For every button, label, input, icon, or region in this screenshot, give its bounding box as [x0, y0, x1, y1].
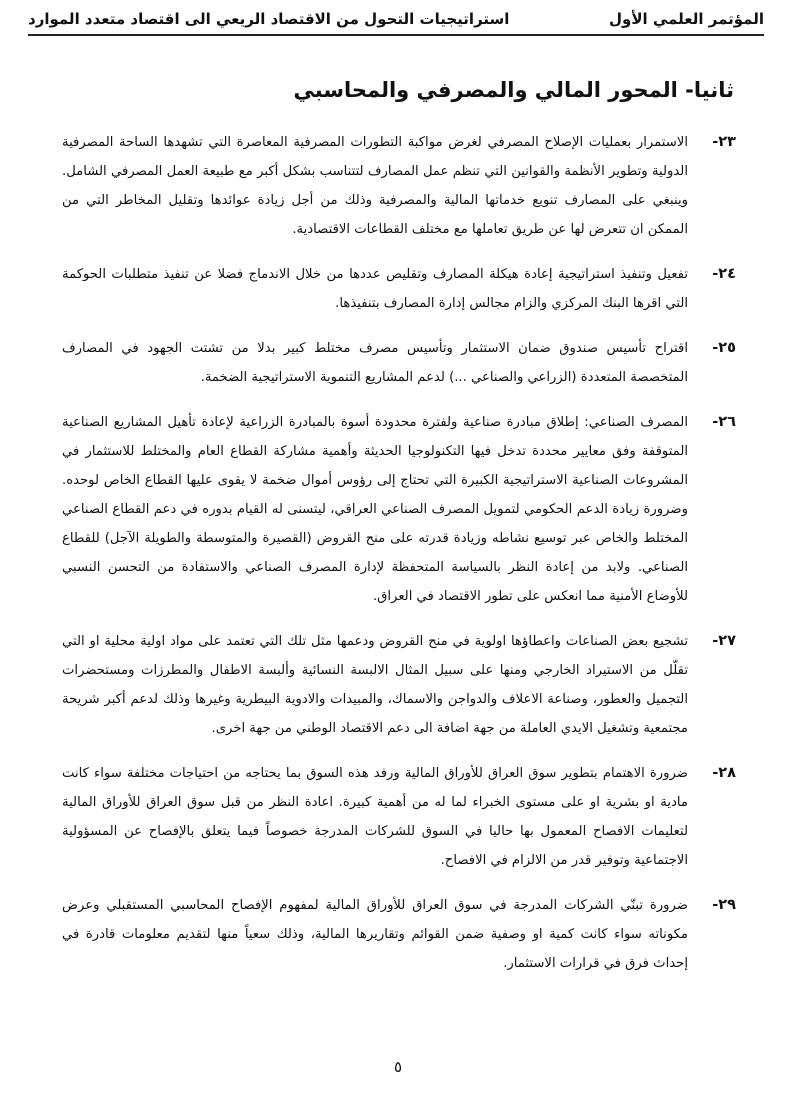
item-number: ٢٨-	[712, 765, 736, 781]
item-number: ٢٣-	[712, 134, 736, 150]
item-text: ضرورة الاهتمام بتطوير سوق العراق للأوراق المالية ورفد هذه السوق بما يحتاجه من احتياجات مختلفة سواء كانت مادية او بشرية او على مستوى الخبراء لما له من أهمية كبيرة. اعادة النظر من قبل سوق العراق للأوراق المالية لتعليمات الافصاح المعمول بها حاليا في السوق للشركات المدرجة خصوصاً فيما يتعلق بالإفصاح عن المسؤولية الاجتماعية وتوفير قدر من الالزام في الافصاح.	[62, 766, 688, 868]
item-text: المصرف الصناعي: إطلاق مبادرة صناعية ولفترة محدودة أسوة بالمبادرة الزراعية لإعادة تأهيل المشاريع الصناعية المتوقفة وفق معايير محددة تدخل فيها التكنولوجيا الحديثة وأهمية مشاركة القطاع العام والمختلط للاستثمار في المشروعات الصناعية الاستراتيجية الكبيرة التي تحتاج إلى رؤوس أموال ضخمة لا يقوى عليها القطاع الخاص لوحده. وضرورة زيادة الدعم الحكومي لتمويل المصرف الصناعي العراقي، ليتسنى له القيام بدوره في دعم القطاع الصناعي المختلط والخاص عبر توسيع نشاطه وزيادة قدرته على منح القروض (القصيرة والمتوسطة والطويلة الآجل) للقطاع الصناعي. ولابد من إعادة النظر بالسياسة المتحفظة لإدارة المصرف الصناعي والاستفادة من التحسن النسبي للأوضاع الأمنية مما انعكس على تطور الاقتصاد في العراق.	[62, 415, 688, 604]
item-text: الاستمرار بعمليات الإصلاح المصرفي لغرض مواكبة التطورات المصرفية المعاصرة التي تشهدها الساحة المصرفية الدولية وتطوير الأنظمة والقوانين التي تنظم عمل المصارف لتتناسب بشكل أكبر مع طبيعة العمل المصرفي الشامل. وينبغي على المصارف تنويع خدماتها المالية والمصرفية وذلك من أجل زيادة عوائدها وتقليل المخاطر التي من الممكن ان تتعرض لها عن طريق تعاملها مع مختلف القطاعات الاقتصادية.	[62, 135, 688, 237]
list-item	[62, 334, 736, 392]
list-item	[62, 408, 736, 611]
item-number: ٢٤-	[712, 266, 736, 282]
list-item	[62, 627, 736, 743]
item-number: ٢٦-	[712, 414, 736, 430]
recommendations-list	[62, 128, 736, 994]
publication-title: استراتيجيات التحول من الاقتصاد الريعي الى اقتصاد متعدد الموارد	[28, 10, 510, 28]
item-text: تفعيل وتنفيذ استراتيجية إعادة هيكلة المصارف وتقليص عددها من خلال الاندماج فضلا عن تنفيذ متطلبات الحوكمة التي اقرها البنك المركزي والزام مجالس إدارة المصارف بتنفيذها.	[62, 267, 688, 311]
list-item	[62, 891, 736, 978]
conference-title: المؤتمر العلمي الأول	[609, 10, 764, 28]
running-header	[28, 6, 764, 32]
item-text: تشجيع بعض الصناعات واعطاؤها اولوية في منح القروض ودعمها مثل تلك التي تعتمد على مواد اولية محلية او التي تقلّل من الاستيراد الخارجي ومنها على سبيل المثال الالبسة النسائية وألبسة الاطفال والمطرزات ومستحضرات التجميل والعطور، وصناعة الاعلاف والدواجن والاسماك، والمبيدات والادوية البيطرية وغيرها وذلك لدعم أكبر شريحة مجتمعية وتشغيل الايدي العاملة من جهة اضافة الى دعم الاقتصاد الوطني من جهة اخرى.	[62, 634, 688, 736]
section-title: ثانيا- المحور المالي والمصرفي والمحاسبي	[293, 78, 734, 102]
item-number: ٢٥-	[712, 340, 736, 356]
item-text: ضرورة تبنّي الشركات المدرجة في سوق العراق للأوراق المالية لمفهوم الإفصاح المحاسبي المستقبلي وعرض مكوناته سواء كانت كمية او وصفية ضمن القوائم وتقاريرها المالية، وذلك سعياً منها لتقديم معلومات قادرة في إحداث فرق في قرارات الاستثمار.	[62, 898, 688, 971]
list-item	[62, 759, 736, 875]
list-item	[62, 260, 736, 318]
item-number: ٢٩-	[712, 897, 736, 913]
page-number: ٥	[393, 1058, 403, 1076]
item-text: اقتراح تأسيس صندوق ضمان الاستثمار وتأسيس مصرف مختلط كبير بدلا من تشتت الجهود في المصارف المتخصصة المتعددة (الزراعي والصناعي ...) لدعم المشاريع التنموية الاستراتيجية الضخمة.	[62, 341, 688, 385]
header-divider	[28, 34, 764, 36]
item-number: ٢٧-	[712, 633, 736, 649]
list-item	[62, 128, 736, 244]
